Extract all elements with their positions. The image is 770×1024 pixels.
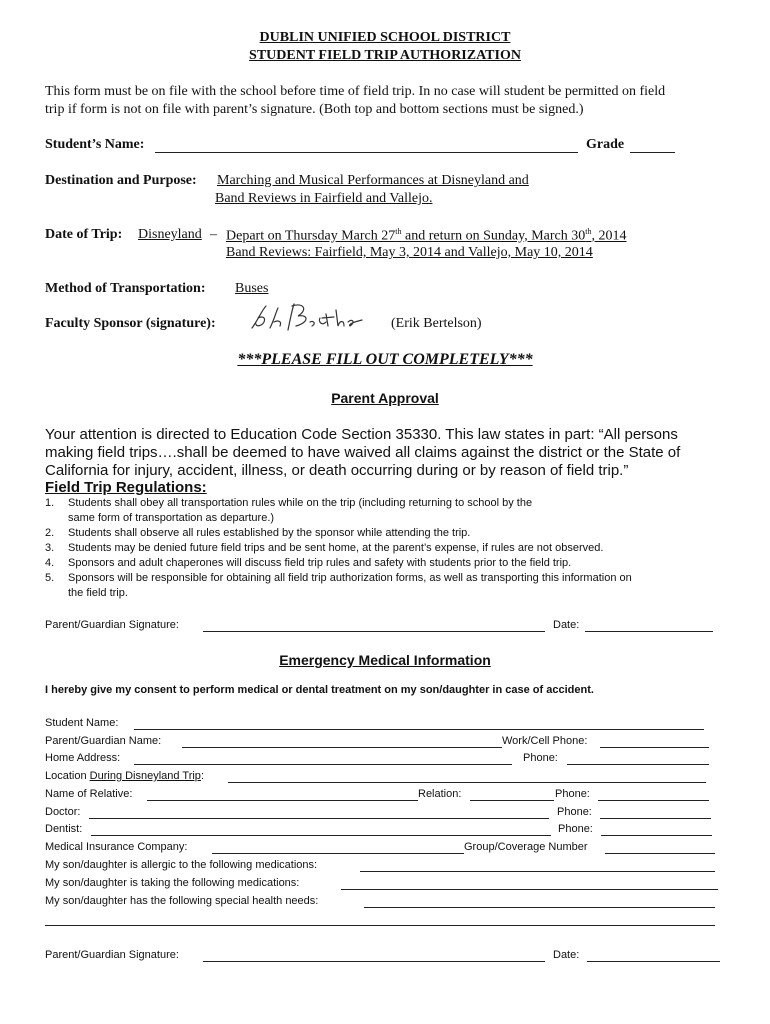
taking-label: My son/daughter is taking the following medications: (45, 877, 300, 889)
dentist-field[interactable] (91, 835, 551, 836)
home-address-label: Home Address: (45, 752, 121, 764)
fill-out-banner: ***PLEASE FILL OUT COMPLETELY*** (237, 351, 533, 368)
regulation-number: 2. (45, 527, 55, 539)
student-name-label-2: Student Name: (45, 717, 119, 729)
trip-dates-line-1: Depart on Thursday March 27th and return on Sunday, March 30th, 2014 (226, 227, 627, 244)
relation-field[interactable] (470, 800, 554, 801)
insurance-field[interactable] (212, 853, 464, 854)
regulation-number: 5. (45, 572, 55, 584)
regulation-text-cont: same form of transportation as departure.) (68, 512, 275, 524)
regulation-number: 4. (45, 557, 55, 569)
special-needs-field[interactable] (364, 907, 715, 908)
district-title: DUBLIN UNIFIED SCHOOL DISTRICT (259, 30, 511, 45)
form-title: STUDENT FIELD TRIP AUTHORIZATION (249, 48, 521, 63)
grade-field[interactable] (630, 152, 675, 153)
home-phone-label: Phone: (523, 752, 558, 764)
home-phone-field[interactable] (567, 764, 709, 765)
regulation-text: Students shall observe all rules established by the sponsor while attending the trip. (68, 527, 471, 539)
student-name-field-2[interactable] (134, 729, 704, 730)
date-label-2: Date: (553, 949, 580, 961)
relation-label: Relation: (418, 788, 462, 800)
dentist-phone-field[interactable] (601, 835, 712, 836)
intro-line-1: This form must be on file with the school before time of field trip. In no case will student be permitted on field (45, 84, 666, 99)
emergency-heading: Emergency Medical Information (279, 652, 491, 668)
dentist-phone-label: Phone: (558, 823, 593, 835)
regulation-number: 3. (45, 542, 55, 554)
relative-name-field[interactable] (147, 800, 418, 801)
doctor-label: Doctor: (45, 806, 81, 818)
relative-phone-field[interactable] (598, 800, 709, 801)
regulation-text-cont: the field trip. (68, 587, 128, 599)
insurance-label: Medical Insurance Company: (45, 841, 188, 853)
regulation-number: 1. (45, 497, 55, 509)
parent-name-label: Parent/Guardian Name: (45, 735, 162, 747)
regulations-heading: Field Trip Regulations: (45, 479, 207, 496)
location-field[interactable] (228, 782, 706, 783)
parent-approval-heading: Parent Approval (331, 390, 439, 406)
faculty-sponsor-label: Faculty Sponsor (signature): (45, 316, 216, 331)
destination-label: Destination and Purpose: (45, 173, 197, 188)
consent-text: I hereby give my consent to perform medical or dental treatment on my son/daughter in case of accident. (45, 684, 594, 696)
date-field[interactable] (585, 631, 713, 632)
ed-code-line-1: Your attention is directed to Education Code Section 35330. This law states in part: “All persons (45, 426, 678, 443)
group-number-label: Group/Coverage Number (464, 841, 588, 853)
faculty-signature-image (248, 300, 368, 336)
student-name-label: Student’s Name: (45, 137, 145, 152)
date-field-2[interactable] (587, 961, 720, 962)
work-phone-label: Work/Cell Phone: (502, 735, 588, 747)
group-number-field[interactable] (605, 853, 715, 854)
trip-place: Disneyland (138, 227, 202, 242)
allergic-field[interactable] (360, 871, 715, 872)
ed-code-line-3: California for injury, accident, illness, or death occurring during or by reason of field trip.” (45, 462, 629, 479)
date-label: Date: (553, 619, 580, 631)
destination-line-1: Marching and Musical Performances at Disneyland and (217, 173, 529, 188)
doctor-phone-field[interactable] (600, 818, 711, 819)
trip-dates-line-2: Band Reviews: Fairfield, May 3, 2014 and Vallejo, May 10, 2014 (226, 245, 593, 260)
student-name-field[interactable] (155, 152, 578, 153)
parent-signature-label: Parent/Guardian Signature: (45, 619, 179, 631)
taking-field[interactable] (341, 889, 718, 890)
regulation-text: Students shall obey all transportation rules while on the trip (including returning to school by the (68, 497, 533, 509)
date-of-trip-label: Date of Trip: (45, 227, 123, 242)
regulation-text: Sponsors and adult chaperones will discuss field trip rules and safety with students prior to the field trip. (68, 557, 572, 569)
trip-dash: – (210, 227, 217, 242)
doctor-field[interactable] (89, 818, 549, 819)
parent-signature-field-2[interactable] (203, 961, 545, 962)
regulation-text: Sponsors will be responsible for obtaining all field trip authorization forms, as well as transporting this information on (68, 572, 632, 584)
regulation-text: Students may be denied future field trips and be sent home, at the parent’s expense, if rules are not observed. (68, 542, 604, 554)
intro-line-2: trip if form is not on file with parent’s signature. (Both top and bottom sections must be signed.) (45, 102, 584, 117)
relative-phone-label: Phone: (555, 788, 590, 800)
grade-label: Grade (586, 137, 625, 152)
ed-code-line-2: making field trips….shall be deemed to have waived all claims against the district or the State of (45, 444, 681, 461)
allergic-label: My son/daughter is allergic to the following medications: (45, 859, 318, 871)
doctor-phone-label: Phone: (557, 806, 592, 818)
special-needs-label: My son/daughter has the following special health needs: (45, 895, 319, 907)
transportation-value: Buses (235, 281, 269, 296)
home-address-field[interactable] (134, 764, 512, 765)
work-phone-field[interactable] (600, 747, 709, 748)
faculty-printed-name: (Erik Bertelson) (391, 316, 482, 331)
parent-signature-field[interactable] (203, 631, 545, 632)
relative-name-label: Name of Relative: (45, 788, 133, 800)
destination-line-2: Band Reviews in Fairfield and Vallejo. (215, 191, 433, 206)
parent-name-field[interactable] (182, 747, 502, 748)
parent-signature-label-2: Parent/Guardian Signature: (45, 949, 179, 961)
special-needs-field-2[interactable] (45, 925, 715, 926)
dentist-label: Dentist: (45, 823, 83, 835)
location-label: Location During Disneyland Trip: (45, 770, 204, 782)
transportation-label: Method of Transportation: (45, 281, 206, 296)
